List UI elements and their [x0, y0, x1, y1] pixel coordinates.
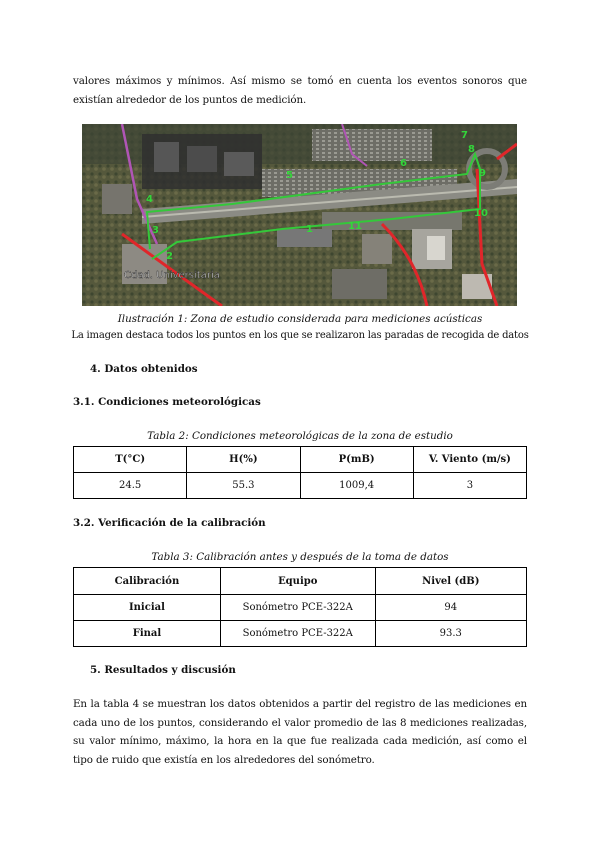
table-3: [73, 567, 527, 647]
table-3-cell: 94: [375, 595, 526, 621]
map-point-1: 1: [306, 224, 313, 235]
table-2-header: H(%): [187, 447, 300, 473]
section-4-heading: 4. Datos obtenidos: [90, 363, 198, 375]
table-3-header: Nivel (dB): [375, 568, 526, 595]
map-point-4: 4: [146, 194, 153, 205]
section-5-heading: 5. Resultados y discusión: [90, 664, 236, 676]
table-3-row-label: Final: [74, 621, 221, 647]
map-point-7: 7: [461, 130, 468, 141]
section-3-2-heading: 3.2. Verificación de la calibración: [73, 517, 266, 529]
map-point-9: 9: [479, 168, 486, 179]
table-3-cell: Sonómetro PCE-322A: [220, 621, 375, 647]
table-3-header: Equipo: [220, 568, 375, 595]
map-point-10: 10: [474, 208, 488, 219]
table-3-caption: Tabla 3: Calibración antes y después de la toma de datos: [151, 551, 449, 563]
map-place-label: Cdad. Universitaria: [124, 270, 220, 281]
table-2-header: T(°C): [74, 447, 187, 473]
table-2-caption: Tabla 2: Condiciones meteorológicas de la zona de estudio: [147, 430, 453, 442]
table-row: [74, 595, 527, 621]
table-2-cell: 3: [413, 473, 526, 499]
table-2-header: P(mB): [300, 447, 413, 473]
map-point-2: 2: [166, 251, 173, 262]
map-point-11: 11: [348, 221, 362, 232]
map-point-6: 6: [400, 158, 407, 169]
table-2-cell: 24.5: [74, 473, 187, 499]
map-point-5: 5: [286, 170, 293, 181]
table-3-cell: 93.3: [375, 621, 526, 647]
figure-note: La imagen destaca todos los puntos en los que se realizaron las paradas de recogida de datos: [71, 330, 529, 341]
results-paragraph: En la tabla 4 se muestran los datos obtenidos a partir del registro de las mediciones en cada uno de los puntos, considerando el valor promedio de las 8 mediciones realizadas, su valor mínimo, máximo, la hora en la que fue realizada cada medición, así como el tipo de ruido que existía en los alrededores del sonómetro.: [73, 698, 527, 766]
table-2-header: V. Viento (m/s): [413, 447, 526, 473]
intro-paragraph: valores máximos y mínimos. Así mismo se tomó en cuenta los eventos sonoros que existían alrededor de los puntos de medición.: [73, 75, 527, 106]
aerial-map-image: [82, 124, 517, 306]
section-3-1-heading: 3.1. Condiciones meteorológicas: [73, 396, 261, 408]
table-2-cell: 55.3: [187, 473, 300, 499]
table-3-row-label: Inicial: [74, 595, 221, 621]
table-2-cell: 1009,4: [300, 473, 413, 499]
table-3-header: Calibración: [74, 568, 221, 595]
table-3-cell: Sonómetro PCE-322A: [220, 595, 375, 621]
figure-caption: Ilustración 1: Zona de estudio considerada para mediciones acústicas: [117, 313, 483, 325]
map-point-3: 3: [152, 225, 159, 236]
table-2: [73, 446, 527, 499]
map-point-8: 8: [468, 144, 475, 155]
table-row: [74, 621, 527, 647]
